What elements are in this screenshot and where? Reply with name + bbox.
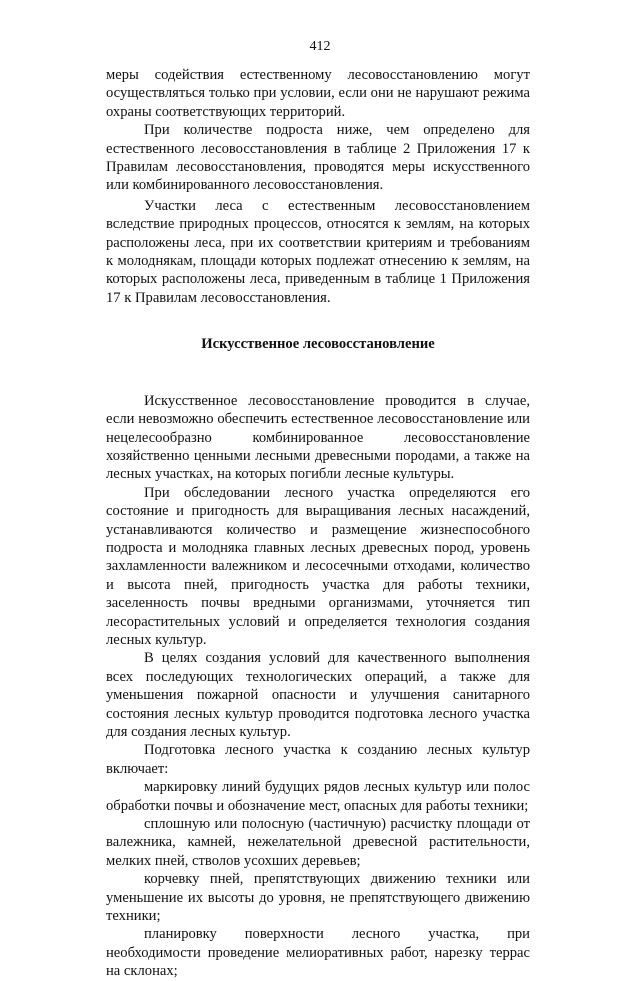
page-number: 412 [309,39,331,54]
paragraph: Искусственное лесовосстановление проводится в случае, если невозможно обеспечить естественное лесовосстановление или нецелесообразно комбинированное лесовосстановление хозяйственно ценными лесными древесными породами, а также на лесных участках, на которых погибли лесные культуры. [106,392,530,483]
list-item: корчевку пней, препятствующих движению техники или уменьшение их высоты до уровня, не препятствующего движению техники; [106,871,530,925]
paragraph: Подготовка лесного участка к созданию лесных культур включает: [106,742,530,777]
paragraph: При обследовании лесного участка определяются его состояние и пригодность для выращивания лесных насаждений, устанавливаются количество и размещение жизнеспособного подроста и молодняка главных лесных древесных пород, уровень захламленности валежником и лесосечными отходами, количество и высота пней, пригодность участка для работы техники, заселенность почвы вредными организмами, уточняется тип лесорастительных условий и определяется технология создания лесных культур. [106,484,530,648]
paragraph: В целях создания условий для качественного выполнения всех последующих технологических операций, а также для уменьшения пожарной опасности и улучшения санитарного состояния лесных культур проводится подготовка лесного участка для создания лесных культур. [106,650,530,740]
list-item: маркировку линий будущих рядов лесных культур или полос обработки почвы и обозначение мест, опасных для работы техники; [106,779,530,814]
paragraph: Участки леса с естественным лесовосстановлением вследствие природных процессов, относятся к землям, на которых расположены леса, при их соответствии критериям и требованиям к молоднякам, площади которых подлежат отнесению к землям, на которых расположены леса, приведенным в таблице 1 Приложения 17 к Правилам лесовосстановления. [106,197,530,306]
list-item: сплошную или полосную (частичную) расчистку площади от валежника, камней, нежелательной древесной растительности, мелких пней, стволов усохших деревьев; [106,816,530,869]
paragraph: При количестве подроста ниже, чем определено для естественного лесовосстановления в таблице 2 Приложения 17 к Правилам лесовосстановления, проводятся меры искусственного или комбинированного лесовосстановления. [106,122,530,194]
list-item: планировку поверхности лесного участка, при необходимости проведение мелиоративных работ, нарезку террас на склонах; [106,926,530,980]
paragraph: меры содействия естественному лесовосстановлению могут осуществляться только при условии, если они не нарушают режима охраны соответствующих территорий. [106,67,530,120]
document-body [106,66,530,981]
section-heading: Искусственное лесовосстановление [201,336,435,353]
